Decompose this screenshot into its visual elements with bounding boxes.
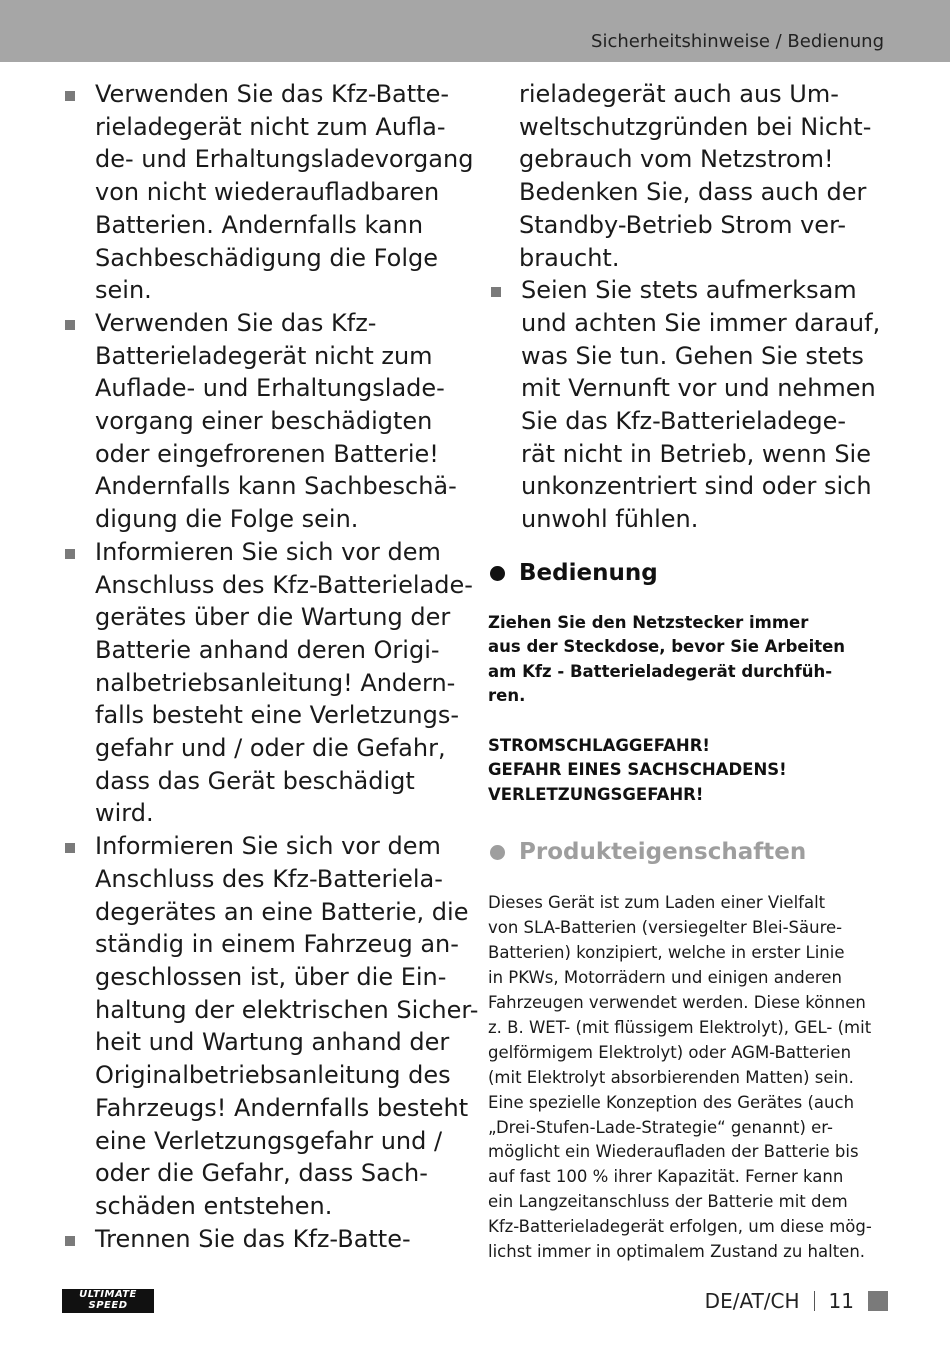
- page-number: 11: [828, 1289, 854, 1313]
- square-bullet-icon: [65, 1236, 75, 1246]
- square-bullet-icon: [65, 549, 75, 559]
- text-line: Batterieladegerät nicht zum: [95, 341, 433, 370]
- footer-page-info: [705, 1287, 888, 1315]
- text-line: Andernfalls kann Sachbeschä-: [95, 472, 457, 501]
- square-bullet-icon: [65, 320, 75, 330]
- text-line: sein.: [95, 276, 152, 305]
- text-line: gebrauch vom Netzstrom!: [519, 145, 834, 174]
- text-line: in PKWs, Motorrädern und einigen anderen: [488, 968, 842, 988]
- text-line: ein Langzeitanschluss der Batterie mit dem: [488, 1192, 848, 1212]
- text-line: ständig in einem Fahrzeug an-: [95, 930, 459, 959]
- logo-text-line: SPEED: [88, 1300, 128, 1311]
- header-bar: [0, 0, 950, 62]
- text-line: Eine spezielle Konzeption des Gerätes (auch: [488, 1092, 855, 1112]
- list-item: [62, 830, 479, 1222]
- text-line: Kfz-Batterieladegerät erfolgen, um diese mög-: [488, 1217, 872, 1237]
- text-line: gerätes über die Wartung der: [95, 603, 451, 632]
- section-heading-produkteigenschaften: [488, 837, 893, 867]
- text-line: Anschluss des Kfz-Batterielade-: [95, 570, 473, 599]
- text-line: Ziehen Sie den Netzstecker immer: [488, 612, 809, 632]
- square-marker-icon: [868, 1291, 888, 1311]
- list-item-text: [95, 830, 479, 1222]
- brand-logo: [62, 1289, 154, 1313]
- list-item-text: [95, 1223, 472, 1256]
- text-line: Bedenken Sie, dass auch der: [519, 178, 867, 207]
- text-line: STROMSCHLAGGEFAHR!: [488, 735, 710, 755]
- text-line: schäden entstehen.: [95, 1191, 333, 1220]
- left-column: [62, 78, 479, 1255]
- text-line: mit Vernunft vor und nehmen: [521, 374, 876, 403]
- text-line: auf fast 100 % ihrer Kapazität. Ferner kann: [488, 1167, 844, 1187]
- text-line: (mit Elektrolyt absorbierenden Matten) sein.: [488, 1067, 854, 1087]
- text-line: GEFAHR EINES SACHSCHADENS!: [488, 760, 787, 780]
- text-line: Batterie anhand deren Origi-: [95, 635, 440, 664]
- text-line: Batterien. Andernfalls kann: [95, 210, 424, 239]
- square-bullet-icon: [491, 287, 501, 297]
- text-line: Batterien) konzipiert, welche in erster Linie: [488, 943, 845, 963]
- text-line: nalbetriebsanleitung! Andern-: [95, 668, 456, 697]
- text-line: von nicht wiederaufladbaren: [95, 178, 440, 207]
- list-item-text: [95, 536, 472, 830]
- text-line: Trennen Sie das Kfz-Batte-: [95, 1224, 411, 1253]
- text-line: und achten Sie immer darauf,: [521, 308, 881, 337]
- text-line: lichst immer in optimalem Zustand zu halten.: [488, 1242, 866, 1262]
- text-line: rät nicht in Betrieb, wenn Sie: [521, 439, 871, 468]
- list-item-text: [95, 78, 472, 307]
- square-bullet-icon: [65, 843, 75, 853]
- list-item: [488, 274, 893, 536]
- text-line: geschlossen ist, über die Ein-: [95, 962, 447, 991]
- bullet-dot-icon: [490, 566, 505, 581]
- list-item-text: [521, 274, 893, 536]
- text-line: aus der Steckdose, bevor Sie Arbeiten: [488, 637, 846, 657]
- text-line: Verwenden Sie das Kfz-: [95, 308, 377, 337]
- text-line: haltung der elektrischen Sicher-: [95, 995, 479, 1024]
- text-line: Fahrzeugs! Andernfalls besteht: [95, 1093, 469, 1122]
- text-line: Fahrzeugen verwendet werden. Diese können: [488, 992, 866, 1012]
- text-line: Sachbeschädigung die Folge: [95, 243, 438, 272]
- text-line: Informieren Sie sich vor dem: [95, 537, 441, 566]
- text-line: von SLA-Batterien (versiegelter Blei-Säure-: [488, 918, 843, 938]
- text-line: Seien Sie stets aufmerksam: [521, 276, 857, 305]
- text-line: oder eingefrorenen Batterie!: [95, 439, 439, 468]
- right-column: [488, 78, 893, 1265]
- footer-divider: [814, 1291, 815, 1311]
- bullet-dot-icon: [490, 845, 505, 860]
- text-line: vorgang einer beschädigten: [95, 407, 433, 436]
- text-line: gelförmigem Elektrolyt) oder AGM-Batterien: [488, 1042, 852, 1062]
- text-line: Sie das Kfz-Batterieladege-: [521, 407, 847, 436]
- text-line: ren.: [488, 686, 526, 706]
- text-line: Anschluss des Kfz-Batteriela-: [95, 864, 443, 893]
- text-line: gefahr und / oder die Gefahr,: [95, 734, 446, 763]
- text-line: am Kfz - Batterieladegerät durchfüh-: [488, 661, 833, 681]
- right-bullet-list: [488, 274, 893, 536]
- region-label: DE/AT/CH: [704, 1289, 800, 1313]
- text-line: was Sie tun. Gehen Sie stets: [521, 341, 864, 370]
- text-line: rieladegerät nicht zum Aufla-: [95, 112, 446, 141]
- section-heading-text: Produkteigenschaften: [519, 839, 807, 866]
- list-item: [62, 1223, 472, 1256]
- product-description: [488, 891, 893, 1265]
- text-line: oder die Gefahr, dass Sach-: [95, 1159, 428, 1188]
- list-item-text: [95, 307, 472, 536]
- text-line: weltschutzgründen bei Nicht-: [519, 112, 872, 141]
- list-item: [62, 536, 472, 830]
- text-line: unkonzentriert sind oder sich: [521, 472, 872, 501]
- logo-text-line: ULTIMATE: [79, 1289, 137, 1300]
- section-heading-text: Bedienung: [519, 559, 658, 586]
- text-line: Originalbetriebsanleitung des: [95, 1061, 451, 1090]
- text-line: braucht.: [519, 243, 620, 272]
- warning-paragraph: [488, 611, 893, 709]
- text-line: möglicht ein Wiederaufladen der Batterie bis: [488, 1142, 859, 1162]
- text-line: wird.: [95, 799, 154, 828]
- text-line: dass das Gerät beschädigt: [95, 766, 415, 795]
- list-item: [62, 78, 472, 307]
- continuation-text: [488, 78, 893, 274]
- text-line: Dieses Gerät ist zum Laden einer Vielfalt: [488, 893, 826, 913]
- text-line: unwohl fühlen.: [521, 505, 699, 534]
- header-title: Sicherheitshinweise / Bedienung: [591, 31, 884, 52]
- text-line: „Drei-Stufen-Lade-Strategie“ genannt) er-: [488, 1117, 833, 1137]
- list-item: [62, 307, 472, 536]
- text-line: Informieren Sie sich vor dem: [95, 832, 441, 861]
- text-line: digung die Folge sein.: [95, 505, 359, 534]
- text-line: z. B. WET- (mit flüssigem Elektrolyt), GEL- (mit: [488, 1017, 872, 1037]
- text-line: eine Verletzungsgefahr und /: [95, 1126, 443, 1155]
- text-line: de- und Erhaltungsladevorgang: [95, 145, 474, 174]
- text-line: falls besteht eine Verletzungs-: [95, 701, 460, 730]
- text-line: heit und Wartung anhand der: [95, 1028, 450, 1057]
- text-line: VERLETZUNGSGEFAHR!: [488, 784, 704, 804]
- text-line: Auflade- und Erhaltungslade-: [95, 374, 445, 403]
- text-line: degerätes an eine Batterie, die: [95, 897, 469, 926]
- text-line: Verwenden Sie das Kfz-Batte-: [95, 80, 450, 108]
- square-bullet-icon: [65, 91, 75, 101]
- danger-paragraph: [488, 734, 893, 808]
- text-line: Standby-Betrieb Strom ver-: [519, 210, 847, 239]
- section-heading-bedienung: [488, 558, 893, 588]
- text-line: rieladegerät auch aus Um-: [519, 80, 839, 108]
